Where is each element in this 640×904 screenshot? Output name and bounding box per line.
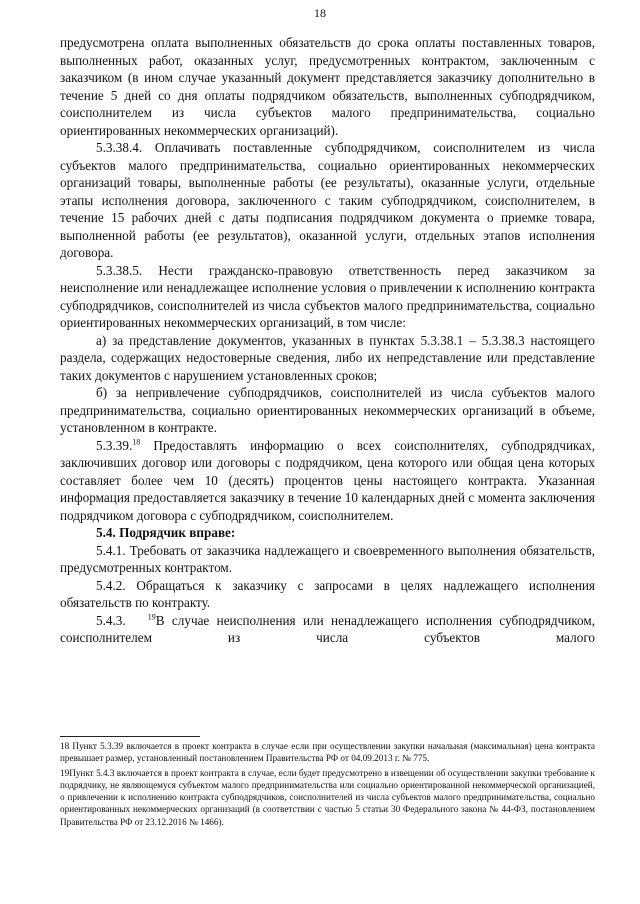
paragraph-number: 5.3.39.: [96, 437, 133, 453]
paragraph-body: В случае неисполнения или ненадлежащего исполнения субподрядчиком, соисполнителем из числа субъектов малого: [60, 612, 596, 645]
paragraph-item-a: а) за представление документов, указанных в пунктах 5.3.38.1 – 5.3.38.3 настоящего раздела, содержащих недостоверные сведения, либо их непредставление или представление таких документов с нарушением установленных сроков;: [60, 332, 595, 383]
page-number: 18: [314, 6, 326, 20]
paragraph-item-b: б) за непривлечение субподрядчиков, соисполнителей из числа субъектов малого предпринимательства, социально ориентированных некоммерческих организаций в объеме, установленном в контракте.: [60, 385, 595, 435]
footnote-ref-19: 19: [147, 612, 156, 622]
paragraph-5-4-3: [60, 612, 595, 647]
footnotes: [60, 740, 595, 830]
paragraph-body: Предоставлять информацию о всех соисполнителях, субподрядчиках, заключивших договор или договоры с подрядчиком, цена которого или общая цена которых составляет более чем 10 (десять) процентов цены настоящего контракта. Указанная информация предоставляется заказчику в течение 10 календарных дней с момента заключения подрядчиком договора с субподрядчиком, соисполнителем.: [60, 437, 595, 523]
paragraph-continuation: предусмотрена оплата выполненных обязательств до срока оплаты поставленных товаров, выполненных работ, оказанных услуг, предусмотренных контрактом, заключенным с заказчиком (в ином случае указанный документ представляется заказчику дополнительно в течение 5 дней со дня оплаты подрядчиком обязательств, выполненных субподрядчиком, соисполнителем из числа субъектов малого предпринимательства, социально ориентированных некоммерческих организаций).: [60, 35, 595, 138]
paragraph-5-3-38-5: 5.3.38.5. Нести гражданско-правовую ответственность перед заказчиком за неисполнение или ненадлежащее исполнение условия о привлечении к исполнению контракта субподрядчиков, соисполнителей из числа субъектов малого предпринимательства, социально ориентированных некоммерческих организаций, в том числе:: [60, 262, 595, 330]
paragraph-number: 5.4.3.: [96, 612, 148, 628]
paragraph-5-4-1: 5.4.1. Требовать от заказчика надлежащего и своевременного выполнения обязательств, предусмотренных контрактом.: [60, 542, 595, 575]
paragraph-5-3-38-4: 5.3.38.4. Оплачивать поставленные субподрядчиком, соисполнителем из числа субъектов малого предпринимательства, социально ориентированных некоммерческих организаций товары, выполненные работы (ее результаты), оказанные услуги, отдельные этапы исполнения договора, заключенного с таким субподрядчиком, соисполнителем, в течение 15 рабочих дней с даты подписания подрядчиком документа о приемке товара, выполненной работы (ее результатов), оказанной услуги, отдельных этапов исполнения договора.: [60, 140, 595, 260]
paragraph-5-4-2: 5.4.2. Обращаться к заказчику с запросами в целях надлежащего исполнения обязательств по контракту.: [60, 577, 595, 610]
footnote-ref-18: 18: [132, 437, 141, 447]
paragraph-5-3-39: [60, 437, 595, 525]
section-heading-5-4: 5.4. Подрядчик вправе:: [96, 525, 236, 540]
footnote-19: 19Пункт 5.4.3 включается в проект контракта в случае, если будет предусмотрено в извещении об осуществлении закупки требование к подрядчику, не являющемуся субъектом малого предпринимательства или социально ориентированной некоммерческой организацией, о привлечении к исполнению контракта субподрядчиков, соисполнителей из числа субъектов малого предпринимательства, социально ориентированных некоммерческих организаций (в соответствии с частью 5 статьи 30 Федерального закона № 44-ФЗ, постановлением Правительства РФ от 23.12.2016 № 1466).: [60, 767, 595, 827]
footnote-separator: [60, 736, 200, 737]
footnote-18: 18 Пункт 5.3.39 включается в проект контракта в случае если при осуществлении закупки начальная (максимальная) цена контракта превышает размер, установленный постановлением Правительства РФ от 04.09.2013 г. № 775.: [60, 741, 595, 764]
document-body: [60, 34, 595, 647]
